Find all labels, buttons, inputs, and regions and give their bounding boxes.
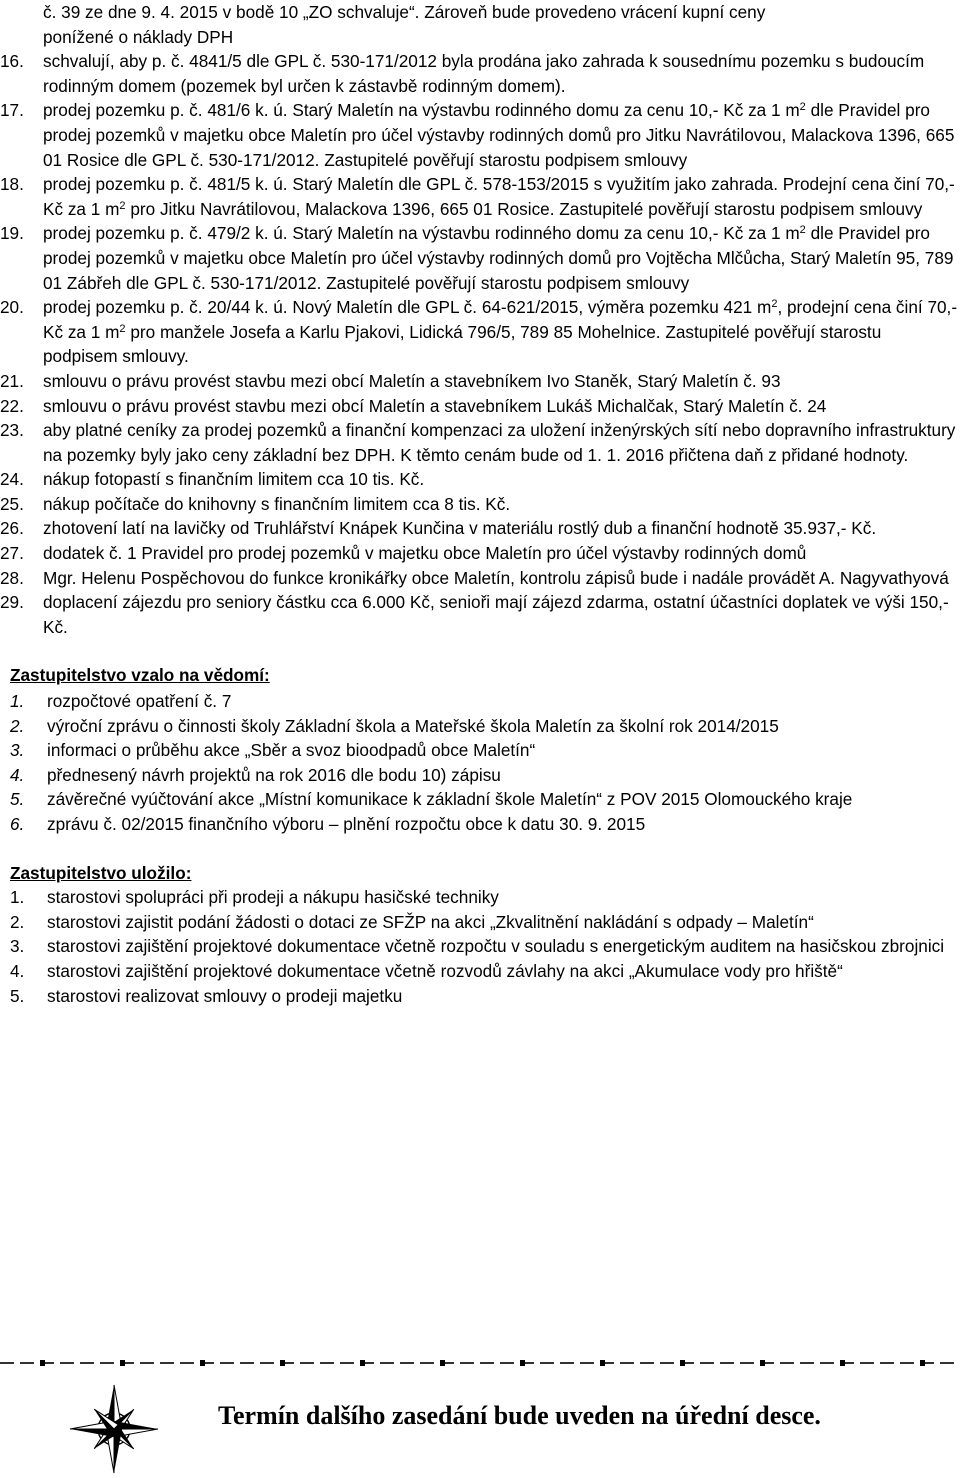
item-text-part: dodatek č. 1 Pravidel pro prodej pozemků v majetku obce Maletín pro účel výstavby rodinných domů bbox=[43, 543, 807, 564]
list-item bbox=[0, 910, 960, 935]
item-number: 3. bbox=[10, 740, 25, 761]
list-item bbox=[0, 738, 960, 763]
item-text-part: prodej pozemku p. č. 481/6 k. ú. Starý Maletín na výstavbu rodinného domu za cenu 10,- Kč za 1 m bbox=[43, 100, 800, 121]
list-item bbox=[0, 418, 960, 467]
item-text bbox=[43, 467, 960, 492]
item-text-part: nákup počítače do knihovny s finančním limitem cca 8 tis. Kč. bbox=[43, 493, 511, 514]
item-text bbox=[47, 812, 960, 837]
item-text-part: starostovi zajistit podání žádosti o dotaci ze SFŽP na akci „Zkvalitnění nakládání s odpady – Maletín“ bbox=[47, 911, 814, 932]
item-text-part: schvalují, aby p. č. 4841/5 dle GPL č. 530-171/2012 byla prodána jako zahrada k sousednímu pozemku s budoucím rodinným domem (pozemek byl určen k zástavbě rodinným domem). bbox=[43, 51, 925, 96]
list-item bbox=[0, 516, 960, 541]
item-text-part: starostovi zajištění projektové dokumentace včetně rozvodů závlahy na akci „Akumulace vody pro hřiště“ bbox=[47, 960, 843, 981]
dashed-divider bbox=[0, 1355, 960, 1371]
item-text bbox=[47, 714, 960, 739]
item-number: 1. bbox=[10, 691, 25, 712]
list-item bbox=[0, 172, 960, 221]
item-number: 28. bbox=[0, 567, 24, 588]
item-text bbox=[47, 885, 960, 910]
list-item bbox=[0, 394, 960, 419]
item-text-part: informaci o průběhu akce „Sběr a svoz bioodpadů obce Maletín“ bbox=[47, 740, 536, 761]
item-text bbox=[43, 98, 960, 172]
item-text-part: nákup fotopastí s finančním limitem cca 10 tis. Kč. bbox=[43, 469, 425, 490]
continuation-text bbox=[0, 0, 960, 49]
item-text-part: dle Pravidel pro prodej pozemků v majetku obce Maletín pro účel výstavby rodinných domů pro Jitku Navrátilovou, Malackova 1396, 665 01 Rosice dle GPL č. 530-171/2012. Zastupitelé pověřují starostu podpisem smlouvy bbox=[43, 100, 955, 170]
resolution-list bbox=[0, 49, 960, 639]
section-heading-tasked: Zastupitelstvo uložilo: bbox=[10, 862, 192, 883]
list-item bbox=[0, 590, 960, 639]
item-text bbox=[43, 590, 960, 639]
list-item bbox=[0, 787, 960, 812]
list-item bbox=[0, 295, 960, 369]
item-text bbox=[43, 295, 960, 369]
item-text-part: Mgr. Helenu Pospěchovou do funkce kronikářky obce Maletín, kontrolu zápisů bude i nadále provádět A. Nagyvathyová bbox=[43, 567, 949, 588]
item-text bbox=[47, 910, 960, 935]
item-text-part: rozpočtové opatření č. 7 bbox=[47, 691, 232, 712]
item-number: 2. bbox=[10, 911, 25, 932]
noted-list bbox=[0, 689, 960, 837]
item-text bbox=[43, 492, 960, 517]
compass-rose-icon bbox=[68, 1383, 160, 1475]
list-item bbox=[0, 369, 960, 394]
item-text bbox=[43, 566, 960, 591]
item-text-part: přednesený návrh projektů na rok 2016 dle bodu 10) zápisu bbox=[47, 764, 501, 785]
section-heading-noted: Zastupitelstvo vzalo na vědomí: bbox=[10, 665, 270, 686]
item-number: 23. bbox=[0, 420, 24, 441]
item-text-part: starostovi spolupráci při prodeji a nákupu hasičské techniky bbox=[47, 887, 499, 908]
continuation-line: ponížené o náklady DPH bbox=[43, 26, 234, 47]
list-item bbox=[0, 885, 960, 910]
item-text bbox=[43, 418, 960, 467]
list-item bbox=[0, 541, 960, 566]
item-number: 26. bbox=[0, 518, 24, 539]
item-text bbox=[43, 369, 960, 394]
item-text bbox=[47, 984, 960, 1009]
superscript: 2 bbox=[771, 298, 778, 311]
item-number: 25. bbox=[0, 493, 24, 514]
list-item bbox=[0, 566, 960, 591]
list-item bbox=[0, 714, 960, 739]
list-item bbox=[0, 984, 960, 1009]
list-item bbox=[0, 959, 960, 984]
tasked-list bbox=[0, 885, 960, 1008]
item-number: 22. bbox=[0, 395, 24, 416]
superscript: 2 bbox=[119, 199, 126, 212]
item-number: 29. bbox=[0, 592, 24, 613]
item-number: 2. bbox=[10, 715, 25, 736]
superscript: 2 bbox=[799, 224, 806, 237]
superscript: 2 bbox=[799, 101, 806, 114]
item-text bbox=[43, 394, 960, 419]
item-number: 24. bbox=[0, 469, 24, 490]
item-text bbox=[47, 689, 960, 714]
list-item bbox=[0, 934, 960, 959]
item-text-part: výroční zprávu o činnosti školy Základní škola a Mateřské škola Maletín za školní rok 2014/2015 bbox=[47, 715, 779, 736]
footer bbox=[0, 1383, 960, 1478]
superscript: 2 bbox=[119, 322, 126, 335]
item-text-part: doplacení zájezdu pro seniory částku cca 6.000 Kč, senioři mají zájezd zdarma, ostatní účastníci doplatek ve výši 150,- Kč. bbox=[43, 592, 949, 637]
item-text-part: zprávu č. 02/2015 finančního výboru – plnění rozpočtu obce k datu 30. 9. 2015 bbox=[47, 814, 646, 834]
item-text bbox=[47, 959, 960, 984]
item-number: 1. bbox=[10, 887, 25, 908]
list-item bbox=[0, 492, 960, 517]
item-text bbox=[43, 541, 960, 566]
compass-point bbox=[114, 1429, 122, 1473]
item-number: 16. bbox=[0, 51, 24, 72]
item-text-part: pro manžele Josefa a Karlu Pjakovi, Lidická 796/5, 789 85 Mohelnice. Zastupitelé pověřují starostu podpisem smlouvy. bbox=[43, 321, 882, 367]
item-number: 3. bbox=[10, 936, 25, 957]
item-text bbox=[43, 221, 960, 295]
item-number: 4. bbox=[10, 960, 25, 981]
item-text-part: zhotovení latí na lavičky od Truhlářství Knápek Kunčina v materiálu rostlý dub a finanční hodnotě 35.937,- Kč. bbox=[43, 518, 877, 539]
list-item bbox=[0, 221, 960, 295]
item-text-part: , prodejní cena činí 70,- Kč za 1 m bbox=[43, 297, 958, 342]
item-text-part: aby platné ceníky za prodej pozemků a finanční kompenzaci za uložení inženýrských sítí nebo dopravního infrastruktury na pozemky byly jako ceny základní bez DPH. K těmto cenám bude od 1. 1. 2016 přičtena daň z přidané hodnoty. bbox=[43, 420, 956, 465]
item-number: 4. bbox=[10, 764, 25, 785]
item-text bbox=[43, 49, 960, 98]
list-item bbox=[0, 49, 960, 98]
item-text-part: prodej pozemku p. č. 481/5 k. ú. Starý Maletín dle GPL č. 578-153/2015 s využitím jako zahrada. Prodejní cena činí 70,- Kč za 1 m bbox=[43, 174, 955, 219]
next-meeting-note: Termín dalšího zasedání bude uveden na úřední desce. bbox=[218, 1401, 821, 1430]
item-text-part: prodej pozemku p. č. 20/44 k. ú. Nový Maletín dle GPL č. 64-621/2015, výměra pozemku 421 m bbox=[43, 297, 772, 318]
item-text bbox=[47, 763, 960, 788]
item-text-part: pro Jitku Navrátilovou, Malackova 1396, 665 01 Rosice. Zastupitelé pověřují starostu podpisem smlouvy bbox=[125, 198, 923, 219]
item-number: 6. bbox=[10, 814, 25, 834]
item-number: 17. bbox=[0, 100, 24, 121]
item-text-part: prodej pozemku p. č. 479/2 k. ú. Starý Maletín na výstavbu rodinného domu za cenu 10,- Kč za 1 m bbox=[43, 223, 800, 244]
list-item bbox=[0, 467, 960, 492]
item-text-part: smlouvu o právu provést stavbu mezi obcí Maletín a stavebníkem Ivo Staněk, Starý Maletín č. 93 bbox=[43, 370, 781, 391]
list-item bbox=[0, 98, 960, 172]
list-item bbox=[0, 689, 960, 714]
item-number: 27. bbox=[0, 543, 24, 564]
item-text bbox=[43, 516, 960, 541]
item-text-part: starostovi zajištění projektové dokumentace včetně rozpočtu v souladu s energetickým auditem na hasičskou zbrojnici bbox=[47, 936, 945, 957]
item-text-part: dle Pravidel pro prodej pozemků v majetku obce Maletín pro účel výstavby rodinných domů pro Vojtěcha Mlčůcha, Starý Maletín 95, 789 01 Zábřeh dle GPL č. 530-171/2012. Zastupitelé pověřují starostu podpisem smlouvy bbox=[43, 223, 954, 293]
item-number: 5. bbox=[10, 985, 25, 1006]
list-item bbox=[0, 812, 960, 837]
item-text-part: starostovi realizovat smlouvy o prodeji majetku bbox=[47, 985, 403, 1006]
item-number: 19. bbox=[0, 223, 24, 244]
item-text bbox=[47, 934, 960, 959]
item-number: 18. bbox=[0, 174, 24, 195]
list-item bbox=[0, 763, 960, 788]
continuation-line: č. 39 ze dne 9. 4. 2015 v bodě 10 „ZO schvaluje“. Zároveň bude provedeno vrácení kupní ceny bbox=[43, 2, 766, 22]
item-number: 5. bbox=[10, 789, 25, 810]
item-text-part: smlouvu o právu provést stavbu mezi obcí Maletín a stavebníkem Lukáš Michalčak, Starý Maletín č. 24 bbox=[43, 395, 827, 416]
item-text bbox=[43, 172, 960, 221]
item-text bbox=[47, 738, 960, 763]
item-text-part: závěrečné vyúčtování akce „Místní komunikace k základní škole Maletín“ z POV 2015 Olomouckého kraje bbox=[47, 789, 853, 810]
item-number: 21. bbox=[0, 370, 24, 391]
item-number: 20. bbox=[0, 297, 24, 318]
item-text bbox=[47, 787, 960, 812]
